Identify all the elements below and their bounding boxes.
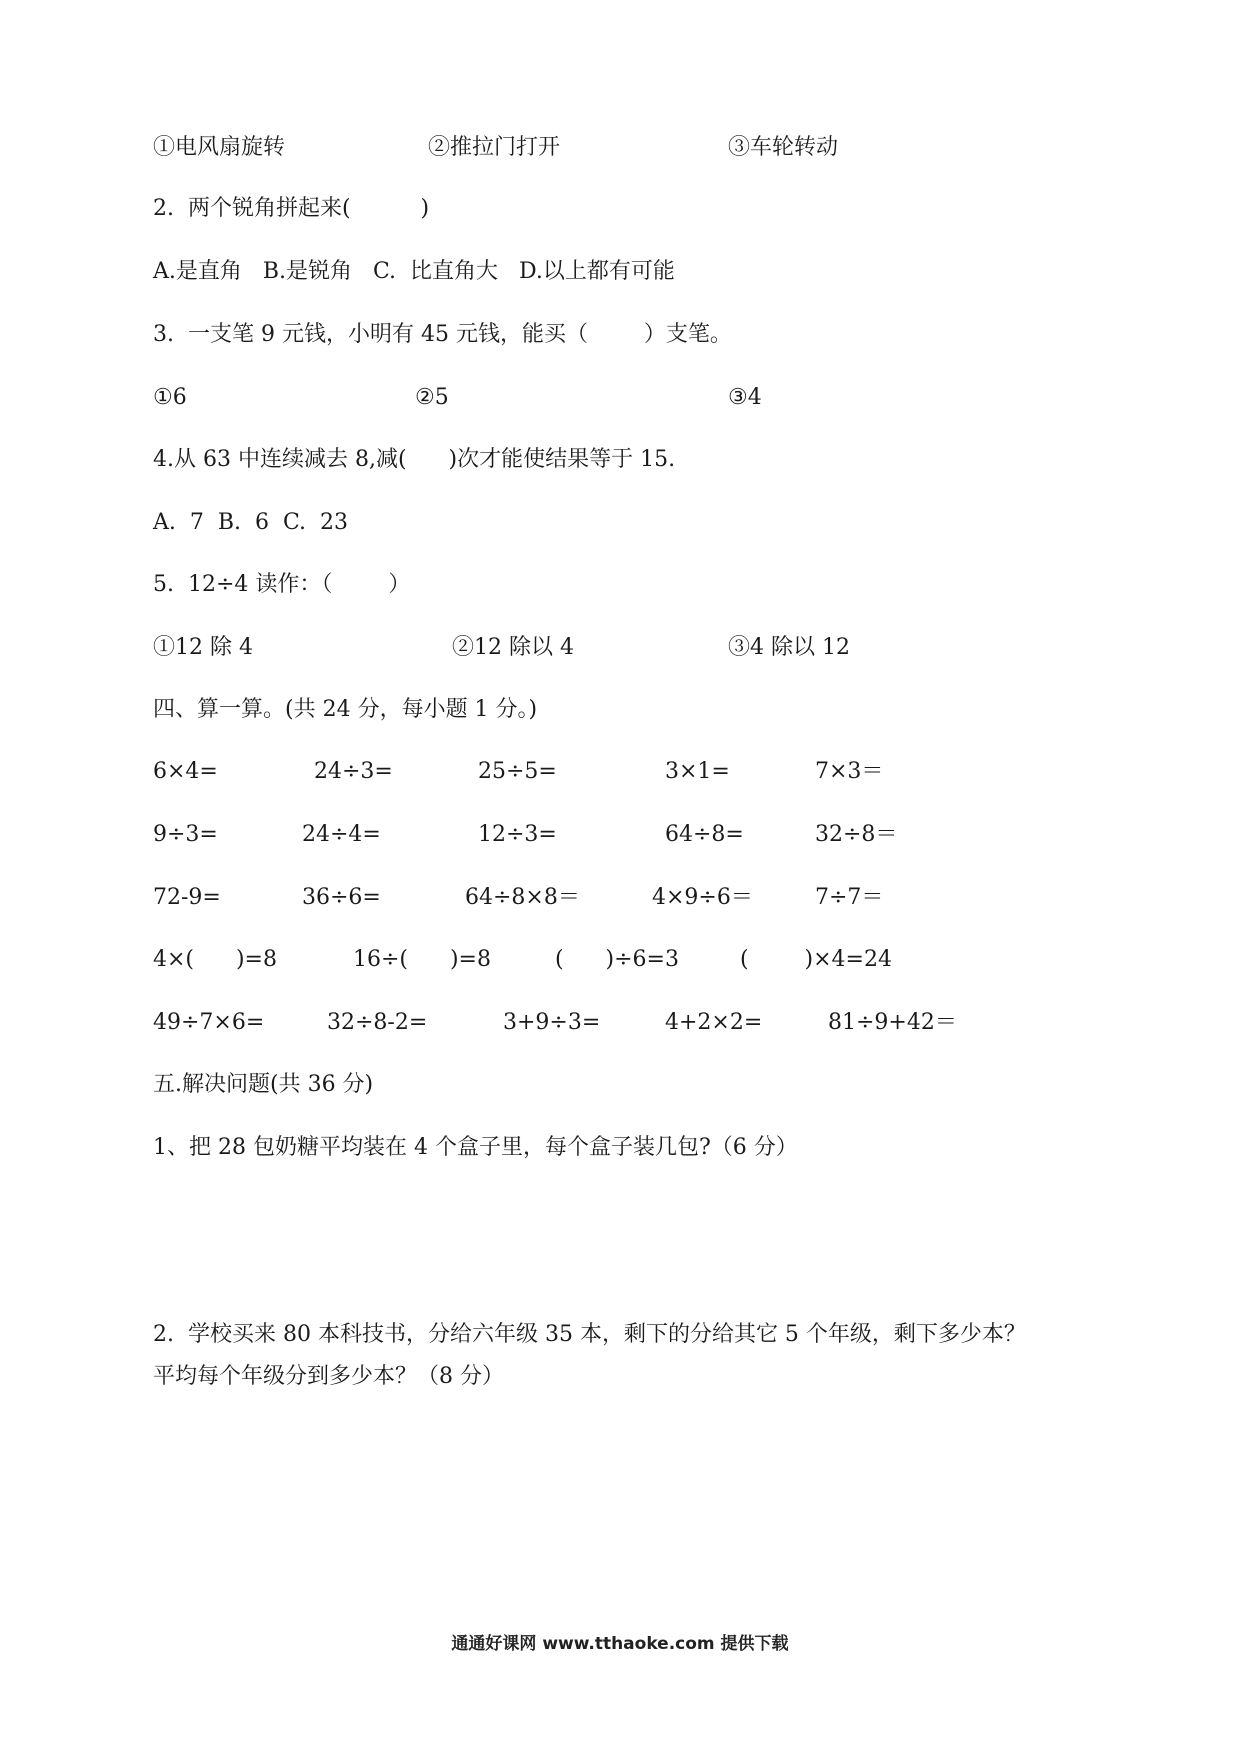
calc-item: 64÷8×8＝ — [465, 885, 580, 910]
q1-option-1: ①电风扇旋转 — [153, 135, 286, 160]
calc-item: 4×( )=8 — [153, 947, 277, 972]
calc-item: 3+9÷3= — [503, 1010, 601, 1035]
q1-option-3: ③车轮转动 — [728, 135, 839, 160]
calc-item: 4+2×2= — [665, 1010, 763, 1035]
q3-option-2: ②5 — [415, 385, 449, 410]
q5-option-3: ③4 除以 12 — [728, 635, 850, 660]
q4-stem: 4.从 63 中连续减去 8,减( )次才能使结果等于 15. — [153, 447, 676, 472]
problem-1: 1、把 28 包奶糖平均装在 4 个盒子里，每个盒子装几包?（6 分） — [153, 1135, 798, 1160]
calc-item: 72-9= — [153, 885, 221, 910]
problem-2-line-1: 2. 学校买来 80 本科技书，分给六年级 35 本，剩下的分给其它 5 个年级，剩下多少本？ — [153, 1322, 1026, 1347]
calc-item: 32÷8＝ — [815, 822, 898, 847]
calc-item: 49÷7×6= — [153, 1010, 265, 1035]
section-4-title: 四、算一算。(共 24 分，每小题 1 分。) — [153, 697, 538, 722]
q3-option-3: ③4 — [728, 385, 762, 410]
q5-option-2: ②12 除以 4 — [452, 635, 574, 660]
calc-item: 9÷3= — [153, 822, 218, 847]
calc-item: 81÷9+42＝ — [828, 1010, 957, 1035]
calc-item: 3×1= — [665, 759, 730, 784]
calc-item: 7×3＝ — [815, 759, 884, 784]
calc-item: 7÷7＝ — [815, 885, 884, 910]
calc-item: 32÷8-2= — [327, 1010, 428, 1035]
calc-item: 12÷3= — [478, 822, 557, 847]
q1-option-2: ②推拉门打开 — [428, 135, 561, 160]
q2-stem: 2. 两个锐角拼起来( ) — [153, 196, 430, 221]
page-footer: 通通好课网 www.tthaoke.com 提供下载 — [451, 1634, 789, 1654]
calc-item: 6×4= — [153, 759, 218, 784]
q5-stem: 5. 12÷4 读作：（ ） — [153, 572, 411, 597]
q3-option-1: ①6 — [153, 385, 187, 410]
calc-item: 25÷5= — [478, 759, 557, 784]
calc-item: 36÷6= — [302, 885, 381, 910]
calc-item: ( )÷6=3 — [555, 947, 679, 972]
calc-item: 24÷3= — [314, 759, 393, 784]
q2-options: A.是直角 B.是锐角 C. 比直角大 D.以上都有可能 — [153, 259, 675, 284]
q3-stem: 3. 一支笔 9 元钱，小明有 45 元钱，能买（ ）支笔。 — [153, 322, 732, 347]
problem-2-line-2: 平均每个年级分到多少本？（8 分） — [153, 1364, 504, 1389]
calc-item: 4×9÷6＝ — [652, 885, 753, 910]
calc-item: ( )×4=24 — [740, 947, 892, 972]
calc-item: 16÷( )=8 — [353, 947, 491, 972]
q5-option-1: ①12 除 4 — [153, 635, 253, 660]
q4-options: A. 7 B. 6 C. 23 — [153, 510, 349, 535]
calc-item: 24÷4= — [302, 822, 381, 847]
section-5-title: 五.解决问题(共 36 分) — [153, 1072, 374, 1097]
calc-item: 64÷8= — [665, 822, 744, 847]
